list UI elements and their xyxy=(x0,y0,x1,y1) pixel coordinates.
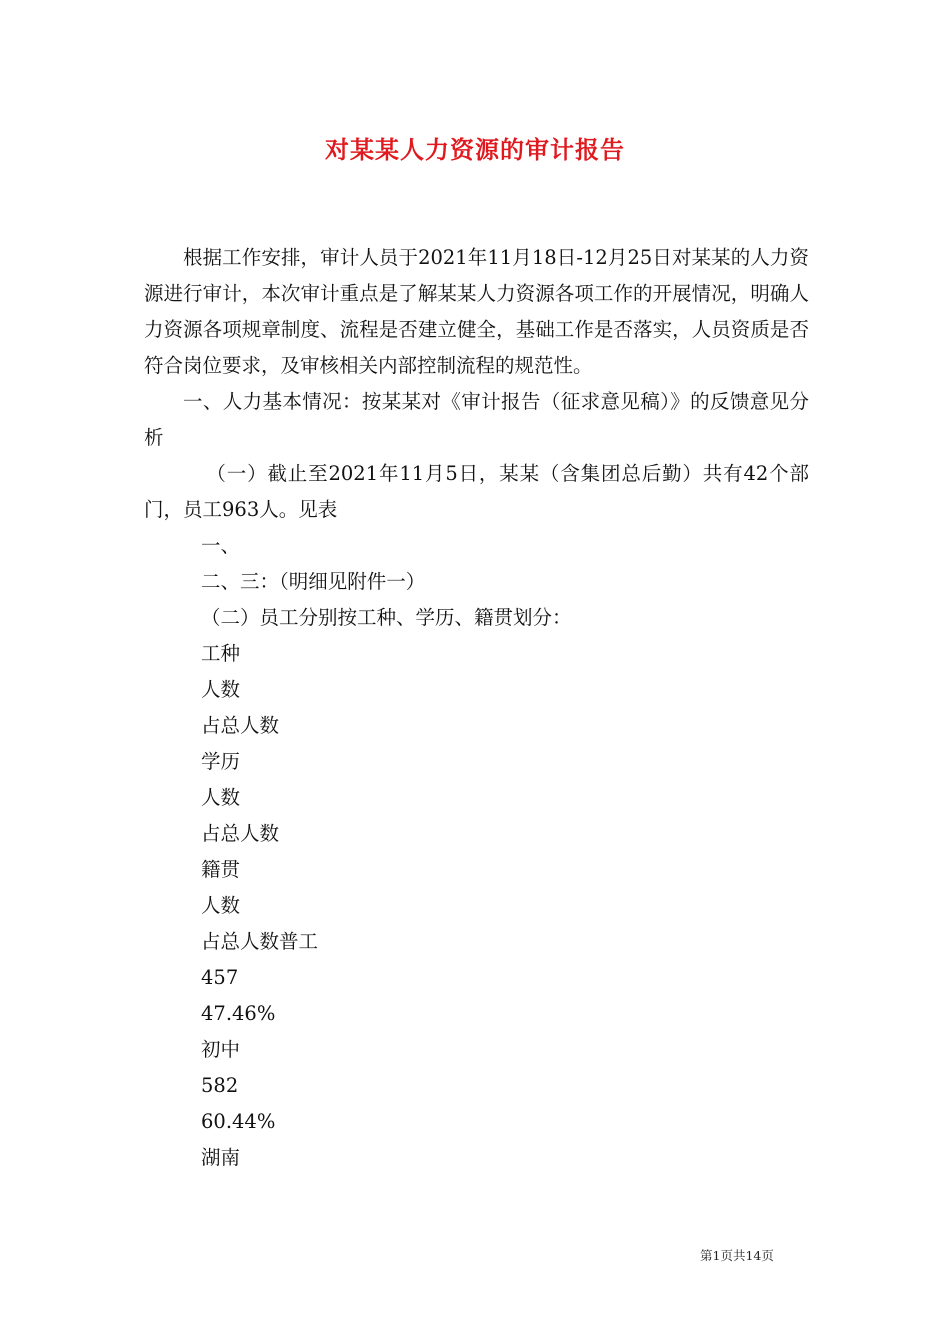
document-body xyxy=(144,240,809,1176)
text-line: 582 xyxy=(201,1074,239,1097)
text-line: 一、 xyxy=(201,534,241,557)
document-title: 对某某人力资源的审计报告 xyxy=(325,135,625,164)
text-line: 籍贯 xyxy=(201,858,241,881)
text-line: 工种 xyxy=(201,642,241,665)
text-line: 人数 xyxy=(201,678,241,701)
section-1-paragraph: （一）截止至2021年11月5日，某某（含集团总后勤）共有42个部门，员工963人。见表 xyxy=(144,462,809,521)
text-line: 学历 xyxy=(201,750,241,773)
page-number: 第1页共14页 xyxy=(700,1248,774,1263)
text-line: 人数 xyxy=(201,786,241,809)
intro-paragraph: 根据工作安排，审计人员于2021年11月18日-12月25日对某某的人力资源进行审计，本次审计重点是了解某某人力资源各项工作的开展情况，明确人力资源各项规章制度、流程是否建立健全，基础工作是否落实，人员资质是否符合岗位要求，及审核相关内部控制流程的规范性。 xyxy=(144,246,809,377)
section-1-heading: 一、人力基本情况：按某某对《审计报告（征求意见稿）》的反馈意见分析 xyxy=(144,390,809,449)
text-line: 占总人数普工 xyxy=(201,930,319,953)
text-line: 457 xyxy=(201,966,239,989)
text-line: 占总人数 xyxy=(201,714,280,737)
text-line: 二、三：（明细见附件一） xyxy=(201,570,426,593)
text-line: 60.44% xyxy=(201,1110,276,1133)
text-line: 47.46% xyxy=(201,1002,276,1025)
text-line: 湖南 xyxy=(201,1146,241,1169)
text-line: （二）员工分别按工种、学历、籍贯划分： xyxy=(201,606,572,629)
text-line: 初中 xyxy=(201,1038,241,1061)
text-line: 占总人数 xyxy=(201,822,280,845)
text-line: 人数 xyxy=(201,894,241,917)
